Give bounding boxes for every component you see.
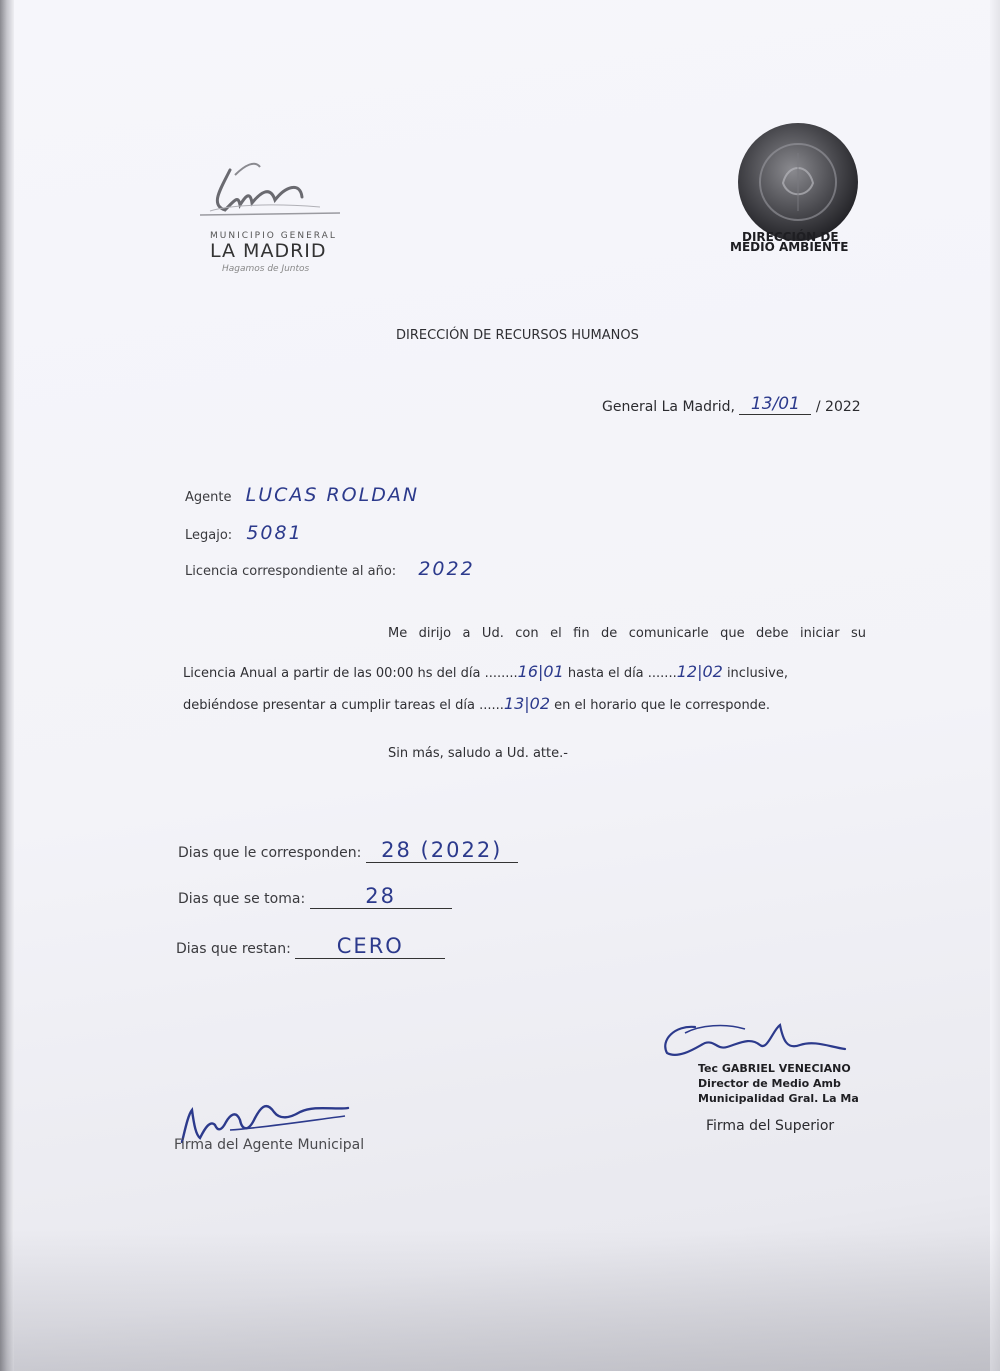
body-line-2-text-a: Licencia Anual a partir de las 00:00 hs del día ........ [183, 666, 518, 681]
days-restan-label: Dias que restan: [176, 941, 291, 957]
seal-line-2: MEDIO AMBIENTE [730, 240, 849, 254]
body-line-3-text-a: debiéndose presentar a cumplir tareas el día ...... [183, 698, 504, 713]
days-corresponden-label: Dias que le corresponden: [178, 845, 362, 861]
date-line [602, 396, 861, 417]
licencia-label: Licencia correspondiente al año: [185, 564, 397, 579]
body-line-3 [183, 694, 770, 714]
legajo-row [185, 522, 303, 544]
page-right-edge [990, 0, 1000, 1371]
body-line-3-text-b: en el horario que le corresponde. [550, 698, 771, 713]
date-prefix: General La Madrid, [602, 399, 735, 415]
date-handwritten: 13/01 [739, 394, 811, 415]
closing-line: Sin más, saludo a Ud. atte.- [388, 746, 568, 761]
superior-name: Tec GABRIEL VENECIANO [698, 1062, 851, 1075]
end-date: 12|02 [676, 662, 723, 681]
body-line-1: Me dirijo a Ud. con el fin de comunicarle que debe iniciar su [388, 626, 866, 641]
licencia-row [185, 558, 475, 580]
licencia-value: 2022 [418, 558, 475, 580]
body-line-2 [183, 662, 866, 682]
days-corresponden-row [178, 838, 518, 863]
date-day: 13 [750, 394, 773, 414]
days-restan-value: CERO [336, 934, 404, 958]
superior-signature [655, 1015, 855, 1065]
document-heading: DIRECCIÓN DE RECURSOS HUMANOS [396, 328, 639, 343]
start-date: 16|01 [517, 662, 564, 681]
page-bottom-shadow [0, 1230, 1000, 1371]
logo-top-text: MUNICIPIO GENERAL [210, 231, 337, 241]
seal-line-1: DIRECCIÓN DE [742, 230, 839, 244]
return-date: 13|02 [503, 694, 551, 713]
date-month: 01 [778, 394, 800, 414]
superior-stamp [698, 1062, 859, 1107]
agente-value: LUCAS ROLDAN [245, 484, 420, 506]
agent-signature-label: Firma del Agente Municipal [174, 1137, 365, 1153]
agente-label: Agente [185, 490, 232, 505]
page-left-edge [0, 0, 14, 1371]
days-toma-label: Dias que se toma: [178, 891, 306, 907]
logo-motto: Hagamos de Juntos [222, 264, 310, 274]
date-year: / 2022 [815, 399, 861, 415]
superior-title: Director de Medio Amb [698, 1076, 841, 1090]
legajo-label: Legajo: [185, 528, 233, 543]
legajo-value: 5081 [246, 522, 303, 544]
body-line-2-text-b: hasta el día ....... [563, 666, 677, 681]
superior-signature-label: Firma del Superior [706, 1118, 835, 1134]
days-restan-row [176, 934, 445, 959]
body-line-2-text-c: inclusive, [722, 666, 789, 681]
days-corresponden-value: 28 (2022) [381, 838, 503, 862]
days-toma-row [178, 884, 452, 909]
environment-seal [738, 123, 858, 241]
days-toma-value: 28 [365, 884, 396, 908]
agente-row [185, 484, 419, 506]
logo-main-text: LA MADRID [210, 240, 327, 262]
superior-org: Municipalidad Gral. La Ma [698, 1091, 859, 1105]
